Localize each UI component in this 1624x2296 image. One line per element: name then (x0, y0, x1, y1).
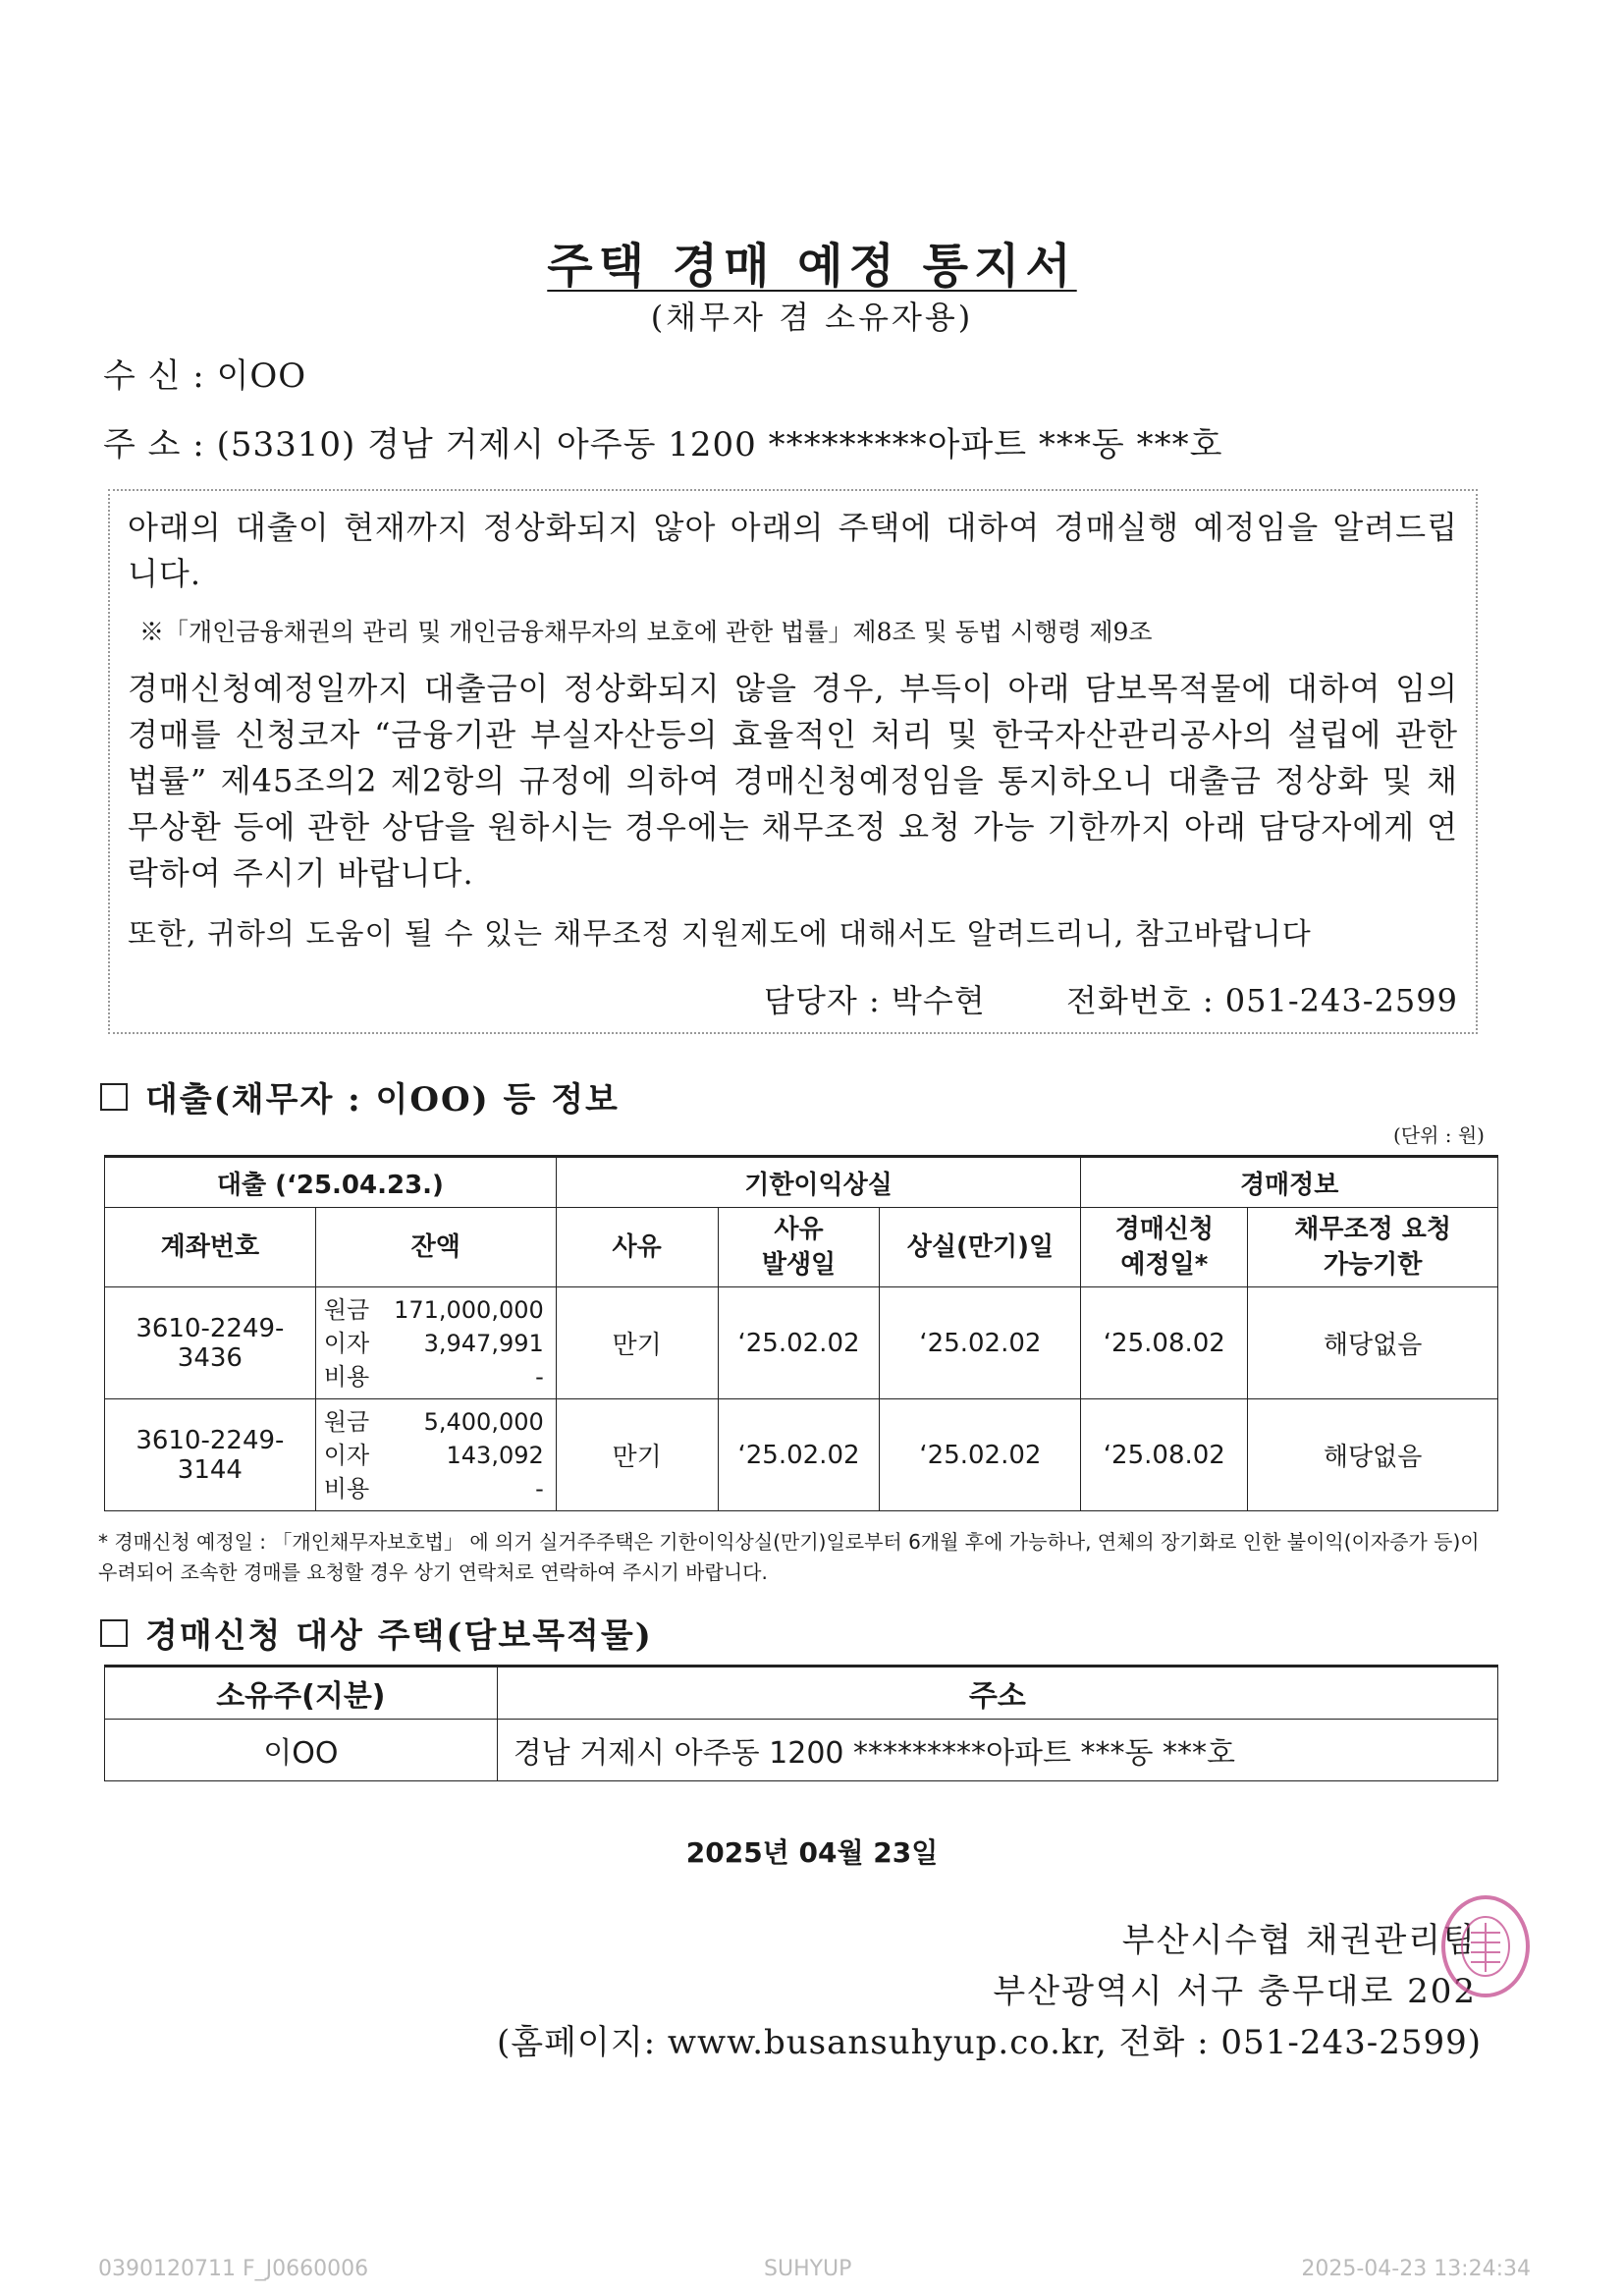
loss-date: ‘25.02.02 (880, 1399, 1081, 1511)
group-header-acceleration: 기한이익상실 (556, 1157, 1081, 1208)
table-column-header (105, 1208, 1498, 1287)
property-table (104, 1665, 1498, 1781)
notice-support-text: 또한, 귀하의 도움이 될 수 있는 채무조정 지원제도에 대해서도 알려드리니, 참고바랍니다 (128, 917, 1312, 952)
notice-main-text: 경매신청예정일까지 대출금이 정상화되지 않을 경우, 부득이 아래 담보목적물에 대하여 임의경매를 신청코자 “금융기관 부실자산등의 효율적인 처리 및 한국자산관리공사의 설립에 관한 법률” 제45조의2 제2항의 규정에 의하여 경매신청예정임을 통지하오니 대출금 정상화 및 채무상환 등에 관한 상담을 원하시는 경우에는 채무조정 요청 가능 기한까지 아래 담당자에게 연락하여 주시기 바랍니다. (128, 670, 1458, 892)
table-row (105, 1720, 1498, 1781)
recipient-row (103, 349, 306, 397)
address-label: 주 소 : (103, 425, 205, 465)
reason: 만기 (556, 1287, 718, 1399)
property-section-heading: 경매신청 대상 주택(담보목적물) (100, 1609, 653, 1657)
footer-center: SUHYUP (764, 2257, 852, 2281)
group-header-loan: 대출 (‘25.04.23.) (105, 1157, 557, 1208)
sender-org: 부산시수협 채권관리팀 (1121, 1921, 1477, 1960)
document-title: 주택 경매 예정 통지서 (547, 239, 1077, 294)
account-number: 3610-2249-3144 (105, 1399, 316, 1511)
footer-timestamp: 2025-04-23 13:24:34 (1301, 2257, 1531, 2281)
footer-doc-id: 0390120711 F_J0660006 (98, 2257, 369, 2281)
notice-box (108, 489, 1478, 1034)
reason: 만기 (556, 1399, 718, 1511)
address-row (103, 417, 1222, 465)
col-reason: 사유 (556, 1208, 718, 1287)
sender-contact: (홈페이지: www.busansuhyup.co.kr, 전화 : 051-243-2599) (497, 2023, 1482, 2062)
contact-label: 담당자 : (764, 982, 881, 1019)
seal-mark-icon (1455, 1909, 1516, 1984)
notice-intro: 아래의 대출이 현재까지 정상화되지 않아 아래의 주택에 대하여 경매실행 예정임을 알려드립니다. (128, 509, 1458, 592)
col-address: 주소 (497, 1667, 1497, 1720)
col-balance: 잔액 (315, 1208, 556, 1287)
contact-phone: 051-243-2599 (1224, 982, 1458, 1019)
checkbox-icon (100, 1083, 128, 1111)
recipient-label: 수 신 : (103, 356, 205, 396)
table-column-header (105, 1667, 1498, 1720)
table-row (105, 1287, 1498, 1399)
official-seal (1441, 1895, 1530, 1997)
reason-date: ‘25.02.02 (718, 1287, 880, 1399)
loan-table (104, 1155, 1498, 1511)
col-adjust-deadline: 채무조정 요청 가능기한 (1248, 1208, 1498, 1287)
checkbox-icon (100, 1619, 128, 1647)
col-auction-date: 경매신청 예정일* (1081, 1208, 1248, 1287)
col-reason-date: 사유 발생일 (718, 1208, 880, 1287)
loan-section-heading: 대출(채무자 : 이OO) 등 정보 (100, 1072, 620, 1121)
col-owner: 소유주(지분) (105, 1667, 498, 1720)
property-owner: 이OO (105, 1720, 498, 1781)
contact-line (764, 976, 1458, 1021)
adjust-deadline: 해당없음 (1248, 1399, 1498, 1511)
contact-name: 박수현 (891, 982, 986, 1019)
col-account: 계좌번호 (105, 1208, 316, 1287)
sender-address: 부산광역시 서구 충무대로 202 (993, 1972, 1477, 2011)
group-header-auction: 경매정보 (1081, 1157, 1498, 1208)
recipient-address: (53310) 경남 거제시 아주동 1200 *********아파트 ***동 ***호 (216, 425, 1223, 465)
unit-label: (단위 : 원) (1392, 1123, 1485, 1147)
issue-date: 2025년 04월 23일 (685, 1836, 939, 1869)
law-reference: ※「개인금융채권의 관리 및 개인금융채무자의 보호에 관한 법률」제8조 및 동법 시행령 제9조 (139, 618, 1153, 646)
account-number: 3610-2249-3436 (105, 1287, 316, 1399)
balance-cell: 원금 5,400,000 이자 143,092 비용 - (315, 1399, 556, 1511)
adjust-deadline: 해당없음 (1248, 1287, 1498, 1399)
auction-footnote: * 경매신청 예정일 : 「개인채무자보호법」 에 의거 실거주주택은 기한이익상실(만기)일로부터 6개월 후에 가능하나, 연체의 장기화로 인한 불이익(이자증가 등)이 우려되어 조속한 경매를 요청할 경우 상기 연락처로 연락하여 주시기 바랍니다. (98, 1530, 1480, 1584)
recipient-name: 이OO (216, 356, 307, 396)
balance-cell: 원금 171,000,000 이자 3,947,991 비용 - (315, 1287, 556, 1399)
auction-date: ‘25.08.02 (1081, 1287, 1248, 1399)
reason-date: ‘25.02.02 (718, 1399, 880, 1511)
table-group-header (105, 1157, 1498, 1208)
phone-label: 전화번호 : (1066, 982, 1215, 1019)
document-subtitle: (채무자 겸 소유자용) (650, 299, 974, 336)
loss-date: ‘25.02.02 (880, 1287, 1081, 1399)
property-address: 경남 거제시 아주동 1200 *********아파트 ***동 ***호 (497, 1720, 1497, 1781)
auction-date: ‘25.08.02 (1081, 1399, 1248, 1511)
table-row (105, 1399, 1498, 1511)
col-loss-date: 상실(만기)일 (880, 1208, 1081, 1287)
